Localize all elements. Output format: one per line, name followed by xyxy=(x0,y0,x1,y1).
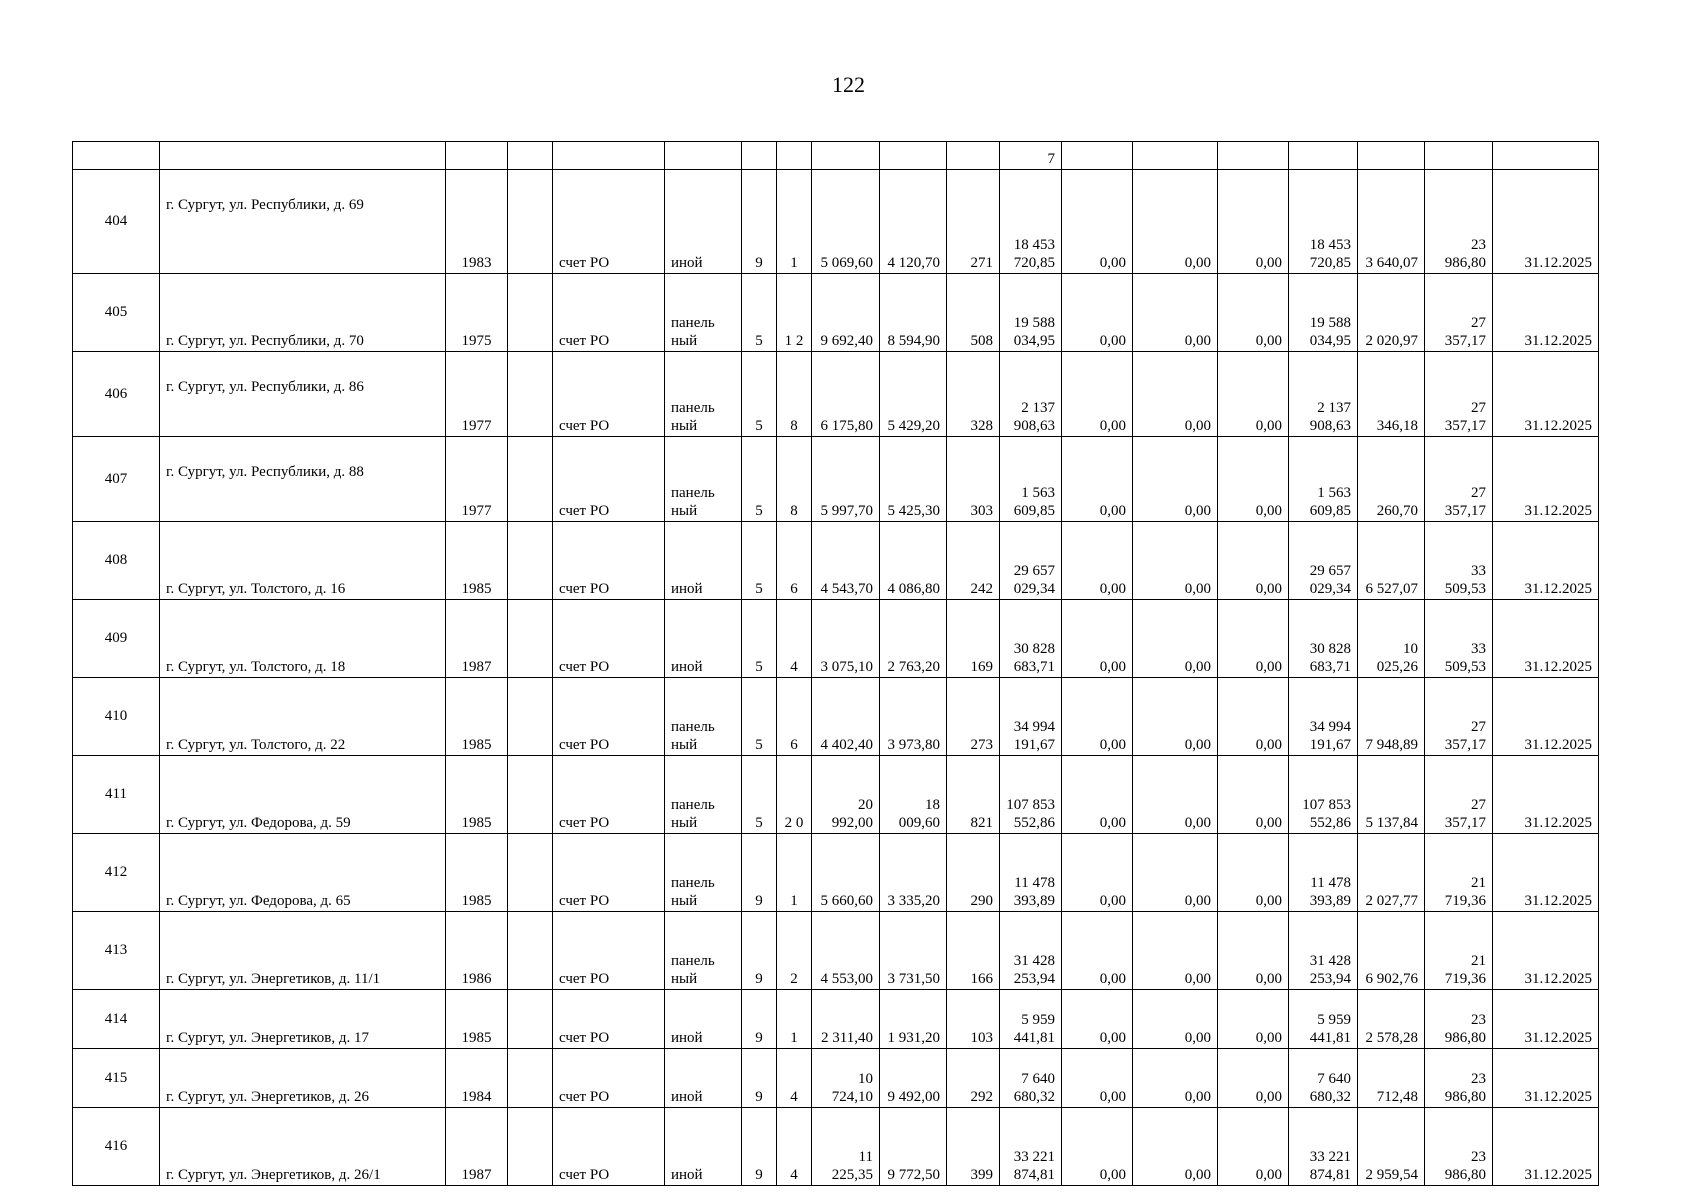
cell-area-living: 4 086,80 xyxy=(880,522,947,600)
cell-build-year: 1977 xyxy=(446,352,508,437)
cell-row-number: 407 xyxy=(73,437,160,522)
cell-area-living: 4 120,70 xyxy=(880,170,947,274)
cell-build-year: 1987 xyxy=(446,1108,508,1186)
cell-area-total: 20 992,00 xyxy=(812,756,880,834)
cell-area-living: 8 594,90 xyxy=(880,274,947,352)
cell-build-year: 1985 xyxy=(446,678,508,756)
cell-cost-2: 0,00 xyxy=(1133,274,1218,352)
cell-area-total: 11 225,35 xyxy=(812,1108,880,1186)
cell-wall-material: панель ный xyxy=(665,912,742,990)
cell-fund-source: счет РО xyxy=(553,756,665,834)
cell-entrances: 8 xyxy=(777,437,812,522)
cell-build-year: 1985 xyxy=(446,522,508,600)
cell-address: г. Сургут, ул. Энергетиков, д. 11/1 xyxy=(160,912,446,990)
cell-fund-amount: 29 657 029,34 xyxy=(1289,522,1358,600)
cell-wall-material: панель ный xyxy=(665,274,742,352)
cell-unit-cost: 7 948,89 xyxy=(1358,678,1425,756)
cell-cost-3: 0,00 xyxy=(1218,1108,1289,1186)
table-row xyxy=(73,834,1599,912)
cell-blank xyxy=(508,1049,553,1108)
cell-cost-1: 0,00 xyxy=(1062,600,1133,678)
cell-total-cost: 34 994 191,67 xyxy=(1000,678,1062,756)
cell-cost-2: 0,00 xyxy=(1133,437,1218,522)
cell-wall-material: иной xyxy=(665,170,742,274)
cell-completion-date: 31.12.2025 xyxy=(1493,756,1599,834)
cell-cost-1: 0,00 xyxy=(1062,834,1133,912)
cell-unit-cost: 6 902,76 xyxy=(1358,912,1425,990)
cell-cost-3: 0,00 xyxy=(1218,352,1289,437)
table-row xyxy=(73,912,1599,990)
cell-fund-source: счет РО xyxy=(553,600,665,678)
cell-cost-1: 0,00 xyxy=(1062,756,1133,834)
cell-total-cost: 31 428 253,94 xyxy=(1000,912,1062,990)
cell-area-total: 9 692,40 xyxy=(812,274,880,352)
cell-completion-date: 31.12.2025 xyxy=(1493,352,1599,437)
cell-unit-cost: 10 025,26 xyxy=(1358,600,1425,678)
cell-total-cost: 29 657 029,34 xyxy=(1000,522,1062,600)
cell-residents: 508 xyxy=(947,274,1000,352)
cell-row-number: 414 xyxy=(73,990,160,1049)
cell-build-year: 1987 xyxy=(446,600,508,678)
cell-fund-amount: 34 994 191,67 xyxy=(1289,678,1358,756)
cell-cost-2: 0,00 xyxy=(1133,834,1218,912)
cell-address: г. Сургут, ул. Республики, д. 86 xyxy=(160,352,446,437)
cell-unit-cost: 6 527,07 xyxy=(1358,522,1425,600)
cell-wall-material: панель ный xyxy=(665,352,742,437)
cell-cost-2: 0,00 xyxy=(1133,756,1218,834)
cell-area-living: 2 763,20 xyxy=(880,600,947,678)
cell-total-cost: 2 137 908,63 xyxy=(1000,352,1062,437)
cell-blank xyxy=(508,437,553,522)
cell-blank xyxy=(508,834,553,912)
cell-cost-3: 0,00 xyxy=(1218,912,1289,990)
cell-residents: 328 xyxy=(947,352,1000,437)
table-row xyxy=(73,352,1599,437)
cell-row-number: 406 xyxy=(73,352,160,437)
cell-unit-cost: 5 137,84 xyxy=(1358,756,1425,834)
cell-cost-1: 0,00 xyxy=(1062,274,1133,352)
cell-residents: 166 xyxy=(947,912,1000,990)
cell-residents: 103 xyxy=(947,990,1000,1049)
cell-completion-date: 31.12.2025 xyxy=(1493,274,1599,352)
cell-limit-cost: 23 986,80 xyxy=(1425,990,1493,1049)
cell-entrances: 6 xyxy=(777,522,812,600)
cell-area-total: 4 402,40 xyxy=(812,678,880,756)
table-row xyxy=(73,437,1599,522)
cell-fund-amount: 1 563 609,85 xyxy=(1289,437,1358,522)
cell-limit-cost: 27 357,17 xyxy=(1425,352,1493,437)
cell-total-cost: 11 478 393,89 xyxy=(1000,834,1062,912)
cell-fund-amount: 107 853 552,86 xyxy=(1289,756,1358,834)
cell-area-total: 3 075,10 xyxy=(812,600,880,678)
cell-total-cost: 5 959 441,81 xyxy=(1000,990,1062,1049)
cell-area-total: 4 543,70 xyxy=(812,522,880,600)
cell-entrances: 4 xyxy=(777,1108,812,1186)
cell-entrances: 6 xyxy=(777,678,812,756)
cell-entrances: 1 2 xyxy=(777,274,812,352)
cell-entrances: 4 xyxy=(777,1049,812,1108)
cell-unit-cost: 346,18 xyxy=(1358,352,1425,437)
table-row xyxy=(73,522,1599,600)
cell-wall-material: иной xyxy=(665,1049,742,1108)
cell-limit-cost: 23 986,80 xyxy=(1425,1108,1493,1186)
cell-cost-3: 0,00 xyxy=(1218,678,1289,756)
cell-limit-cost: 23 986,80 xyxy=(1425,170,1493,274)
cell-entrances: 1 xyxy=(777,990,812,1049)
cell-total-cost: 30 828 683,71 xyxy=(1000,600,1062,678)
cell-completion-date: 31.12.2025 xyxy=(1493,834,1599,912)
cell-floors: 5 xyxy=(742,522,777,600)
cell-area-living: 3 973,80 xyxy=(880,678,947,756)
cell-area-total: 4 553,00 xyxy=(812,912,880,990)
cell-cost-2: 0,00 xyxy=(1133,1108,1218,1186)
cell-fund-source: счет РО xyxy=(553,834,665,912)
cell-completion-date: 31.12.2025 xyxy=(1493,600,1599,678)
cell-cost-3: 0,00 xyxy=(1218,834,1289,912)
cell-fund-source: счет РО xyxy=(553,522,665,600)
cell-limit-cost: 27 357,17 xyxy=(1425,756,1493,834)
cell-floors: 5 xyxy=(742,600,777,678)
cell-fund-source: счет РО xyxy=(553,437,665,522)
table-row xyxy=(73,274,1599,352)
cell-unit-cost: 2 020,97 xyxy=(1358,274,1425,352)
cell-cost-2: 0,00 xyxy=(1133,912,1218,990)
cell-area-total: 5 660,60 xyxy=(812,834,880,912)
cell-limit-cost: 27 357,17 xyxy=(1425,274,1493,352)
cell-row-number: 412 xyxy=(73,834,160,912)
cell-area-total: 5 069,60 xyxy=(812,170,880,274)
cell-fund-amount: 2 137 908,63 xyxy=(1289,352,1358,437)
cell-total-cost: 33 221 874,81 xyxy=(1000,1108,1062,1186)
cell-limit-cost: 27 357,17 xyxy=(1425,437,1493,522)
cell-build-year: 1975 xyxy=(446,274,508,352)
cell-area-living: 5 429,20 xyxy=(880,352,947,437)
cell-area-living: 9 772,50 xyxy=(880,1108,947,1186)
cell-cost-2: 0,00 xyxy=(1133,990,1218,1049)
cell-floors: 9 xyxy=(742,990,777,1049)
cell-address: г. Сургут, ул. Толстого, д. 18 xyxy=(160,600,446,678)
cell-limit-cost: 27 357,17 xyxy=(1425,678,1493,756)
cell-row-number: 405 xyxy=(73,274,160,352)
cell-limit-cost: 21 719,36 xyxy=(1425,912,1493,990)
cell-cost-1: 0,00 xyxy=(1062,522,1133,600)
cell-fund-amount: 18 453 720,85 xyxy=(1289,170,1358,274)
cell-address: г. Сургут, ул. Энергетиков, д. 17 xyxy=(160,990,446,1049)
cell-limit-cost: 21 719,36 xyxy=(1425,834,1493,912)
cell-floors: 9 xyxy=(742,1108,777,1186)
housing-register-table xyxy=(72,141,1599,1186)
cell-residents: 273 xyxy=(947,678,1000,756)
cell-cost-1: 0,00 xyxy=(1062,990,1133,1049)
cell-floors: 5 xyxy=(742,437,777,522)
cell-cost-3: 0,00 xyxy=(1218,274,1289,352)
cell-floors: 9 xyxy=(742,1049,777,1108)
cell-area-living: 3 335,20 xyxy=(880,834,947,912)
cell-wall-material: иной xyxy=(665,522,742,600)
cell-cost-3: 0,00 xyxy=(1218,600,1289,678)
cell-fund-amount: 11 478 393,89 xyxy=(1289,834,1358,912)
cell-blank xyxy=(508,678,553,756)
cell-wall-material: панель ный xyxy=(665,834,742,912)
cell-completion-date: 31.12.2025 xyxy=(1493,678,1599,756)
cell-fund-source: счет РО xyxy=(553,1108,665,1186)
cell-fund-source: счет РО xyxy=(553,170,665,274)
cell-address: г. Сургут, ул. Республики, д. 69 xyxy=(160,170,446,274)
cell-area-total: 10 724,10 xyxy=(812,1049,880,1108)
cell-blank xyxy=(508,912,553,990)
cell-floors: 5 xyxy=(742,274,777,352)
cell-area-living: 5 425,30 xyxy=(880,437,947,522)
cell-unit-cost: 712,48 xyxy=(1358,1049,1425,1108)
cell-entrances: 8 xyxy=(777,352,812,437)
cell-cost-1: 0,00 xyxy=(1062,437,1133,522)
cell-fund-source: счет РО xyxy=(553,912,665,990)
table-row xyxy=(73,678,1599,756)
cell-residents: 303 xyxy=(947,437,1000,522)
cell-address: г. Сургут, ул. Республики, д. 88 xyxy=(160,437,446,522)
cell-cost-1: 0,00 xyxy=(1062,1108,1133,1186)
cell-build-year: 1977 xyxy=(446,437,508,522)
cell-fund-source: счет РО xyxy=(553,1049,665,1108)
cell-build-year: 1985 xyxy=(446,834,508,912)
cell-completion-date: 31.12.2025 xyxy=(1493,1049,1599,1108)
cell-total-cost: 19 588 034,95 xyxy=(1000,274,1062,352)
cell-cost-3: 0,00 xyxy=(1218,437,1289,522)
cell-area-total: 5 997,70 xyxy=(812,437,880,522)
cell-blank xyxy=(508,522,553,600)
cell-floors: 9 xyxy=(742,912,777,990)
cell-residents: 290 xyxy=(947,834,1000,912)
cell-cost-2: 0,00 xyxy=(1133,170,1218,274)
cell-floors: 5 xyxy=(742,678,777,756)
cell-build-year: 1983 xyxy=(446,170,508,274)
cell-unit-cost: 3 640,07 xyxy=(1358,170,1425,274)
cell-build-year: 1985 xyxy=(446,990,508,1049)
cell-wall-material: панель ный xyxy=(665,678,742,756)
cell-floors: 5 xyxy=(742,352,777,437)
cell-build-year: 1984 xyxy=(446,1049,508,1108)
cell-cost-3: 0,00 xyxy=(1218,1049,1289,1108)
table-row xyxy=(73,756,1599,834)
cell-cost-2: 0,00 xyxy=(1133,522,1218,600)
cell-cost-1: 0,00 xyxy=(1062,352,1133,437)
cell-entrances: 2 0 xyxy=(777,756,812,834)
cell-cost-3: 0,00 xyxy=(1218,756,1289,834)
cell-residents: 821 xyxy=(947,756,1000,834)
cell-completion-date: 31.12.2025 xyxy=(1493,912,1599,990)
cell-row-number: 411 xyxy=(73,756,160,834)
cell-cost-1: 0,00 xyxy=(1062,1049,1133,1108)
cell-residents: 399 xyxy=(947,1108,1000,1186)
cell-row-number: 409 xyxy=(73,600,160,678)
cell-address: г. Сургут, ул. Энергетиков, д. 26 xyxy=(160,1049,446,1108)
cell-floors: 9 xyxy=(742,834,777,912)
cell-unit-cost: 2 959,54 xyxy=(1358,1108,1425,1186)
cell-fund-amount: 31 428 253,94 xyxy=(1289,912,1358,990)
cell-wall-material: иной xyxy=(665,990,742,1049)
cell-cost-3: 0,00 xyxy=(1218,990,1289,1049)
cell-total-cost: 18 453 720,85 xyxy=(1000,170,1062,274)
cell-completion-date: 31.12.2025 xyxy=(1493,990,1599,1049)
table-row xyxy=(73,1049,1599,1108)
cell-wall-material: иной xyxy=(665,600,742,678)
cell-unit-cost: 2 578,28 xyxy=(1358,990,1425,1049)
cell-residents: 169 xyxy=(947,600,1000,678)
cell-unit-cost: 260,70 xyxy=(1358,437,1425,522)
cell-entrances: 2 xyxy=(777,912,812,990)
cell-unit-cost: 2 027,77 xyxy=(1358,834,1425,912)
table-row xyxy=(73,170,1599,274)
cell-limit-cost: 23 986,80 xyxy=(1425,1049,1493,1108)
cell-cost-1: 0,00 xyxy=(1062,912,1133,990)
cell-total-cost: 107 853 552,86 xyxy=(1000,756,1062,834)
cell-blank xyxy=(508,274,553,352)
cell-build-year: 1986 xyxy=(446,912,508,990)
cell-total-cost-tail: 7 xyxy=(1000,142,1062,170)
cell-area-living: 1 931,20 xyxy=(880,990,947,1049)
cell-cost-1: 0,00 xyxy=(1062,678,1133,756)
cell-row-number: 404 xyxy=(73,170,160,274)
cell-fund-amount: 30 828 683,71 xyxy=(1289,600,1358,678)
cell-area-total: 6 175,80 xyxy=(812,352,880,437)
cell-area-living: 9 492,00 xyxy=(880,1049,947,1108)
cell-fund-amount: 33 221 874,81 xyxy=(1289,1108,1358,1186)
continuation-row xyxy=(73,142,1599,170)
cell-wall-material: панель ный xyxy=(665,437,742,522)
cell-floors: 9 xyxy=(742,170,777,274)
cell-fund-source: счет РО xyxy=(553,274,665,352)
cell-blank xyxy=(508,170,553,274)
cell-completion-date: 31.12.2025 xyxy=(1493,1108,1599,1186)
cell-cost-3: 0,00 xyxy=(1218,522,1289,600)
cell-residents: 271 xyxy=(947,170,1000,274)
cell-address: г. Сургут, ул. Толстого, д. 16 xyxy=(160,522,446,600)
cell-blank xyxy=(508,756,553,834)
cell-address: г. Сургут, ул. Республики, д. 70 xyxy=(160,274,446,352)
cell-build-year: 1985 xyxy=(446,756,508,834)
table-row xyxy=(73,990,1599,1049)
cell-area-total: 2 311,40 xyxy=(812,990,880,1049)
cell-completion-date: 31.12.2025 xyxy=(1493,170,1599,274)
cell-total-cost: 7 640 680,32 xyxy=(1000,1049,1062,1108)
cell-blank xyxy=(508,352,553,437)
cell-cost-2: 0,00 xyxy=(1133,600,1218,678)
cell-entrances: 1 xyxy=(777,834,812,912)
cell-row-number: 408 xyxy=(73,522,160,600)
cell-address: г. Сургут, ул. Федорова, д. 65 xyxy=(160,834,446,912)
cell-cost-2: 0,00 xyxy=(1133,352,1218,437)
cell-fund-source: счет РО xyxy=(553,990,665,1049)
cell-blank xyxy=(508,990,553,1049)
cell-fund-amount: 7 640 680,32 xyxy=(1289,1049,1358,1108)
cell-blank xyxy=(508,1108,553,1186)
cell-fund-source: счет РО xyxy=(553,352,665,437)
cell-total-cost: 1 563 609,85 xyxy=(1000,437,1062,522)
cell-cost-2: 0,00 xyxy=(1133,1049,1218,1108)
cell-residents: 242 xyxy=(947,522,1000,600)
cell-address: г. Сургут, ул. Толстого, д. 22 xyxy=(160,678,446,756)
cell-limit-cost: 33 509,53 xyxy=(1425,522,1493,600)
cell-area-living: 3 731,50 xyxy=(880,912,947,990)
cell-blank xyxy=(508,600,553,678)
cell-address: г. Сургут, ул. Энергетиков, д. 26/1 xyxy=(160,1108,446,1186)
cell-entrances: 1 xyxy=(777,170,812,274)
cell-fund-amount: 5 959 441,81 xyxy=(1289,990,1358,1049)
cell-fund-source: счет РО xyxy=(553,678,665,756)
cell-row-number: 413 xyxy=(73,912,160,990)
cell-entrances: 4 xyxy=(777,600,812,678)
cell-area-living: 18 009,60 xyxy=(880,756,947,834)
page-number: 122 xyxy=(832,72,865,97)
cell-cost-3: 0,00 xyxy=(1218,170,1289,274)
cell-completion-date: 31.12.2025 xyxy=(1493,522,1599,600)
table-row xyxy=(73,1108,1599,1186)
cell-address: г. Сургут, ул. Федорова, д. 59 xyxy=(160,756,446,834)
table-row xyxy=(73,600,1599,678)
cell-wall-material: иной xyxy=(665,1108,742,1186)
cell-cost-2: 0,00 xyxy=(1133,678,1218,756)
cell-wall-material: панель ный xyxy=(665,756,742,834)
cell-completion-date: 31.12.2025 xyxy=(1493,437,1599,522)
cell-limit-cost: 33 509,53 xyxy=(1425,600,1493,678)
cell-row-number: 415 xyxy=(73,1049,160,1108)
cell-cost-1: 0,00 xyxy=(1062,170,1133,274)
cell-row-number: 416 xyxy=(73,1108,160,1186)
cell-floors: 5 xyxy=(742,756,777,834)
cell-row-number: 410 xyxy=(73,678,160,756)
cell-fund-amount: 19 588 034,95 xyxy=(1289,274,1358,352)
cell-residents: 292 xyxy=(947,1049,1000,1108)
